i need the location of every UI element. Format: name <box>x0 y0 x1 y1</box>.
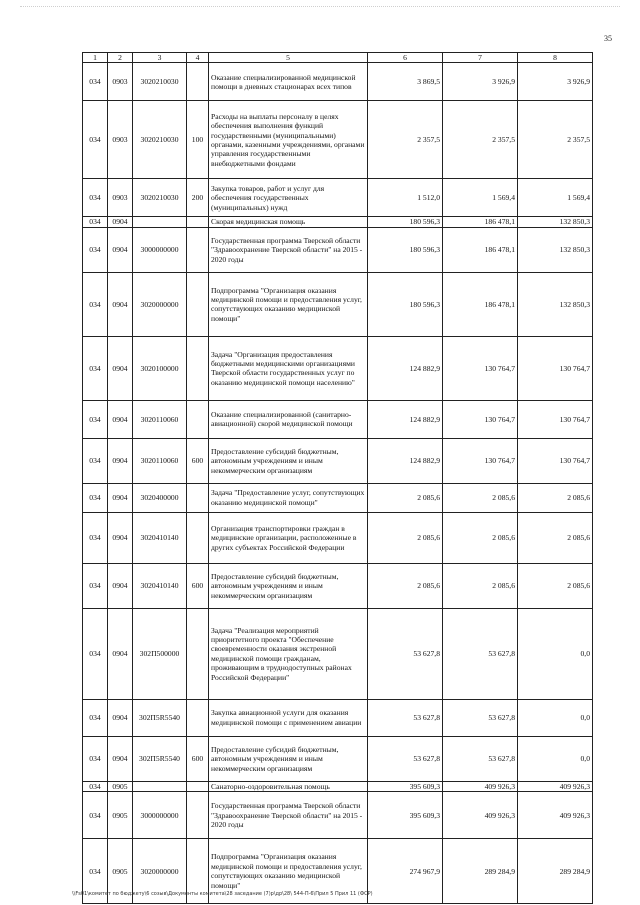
cell-chapter: 034 <box>83 272 108 336</box>
cell-amount-3: 0,0 <box>518 608 593 699</box>
cell-name: Предоставление субсидий бюджетным, автономным учреждениям и иным некоммерческим организациям <box>209 563 368 608</box>
budget-table <box>82 52 593 904</box>
cell-amount-1: 180 596,3 <box>368 217 443 227</box>
table-row <box>83 400 593 438</box>
cell-amount-1: 53 627,8 <box>368 699 443 736</box>
cell-target-article: 3020000000 <box>133 272 187 336</box>
cell-amount-1: 2 085,6 <box>368 512 443 563</box>
cell-name: Государственная программа Тверской области "Здравоохранение Тверской области" на 2015 - 2020 годы <box>209 227 368 272</box>
cell-amount-1: 180 596,3 <box>368 227 443 272</box>
cell-target-article: 302П5R5540 <box>133 736 187 781</box>
cell-expense-type <box>187 608 209 699</box>
cell-expense-type <box>187 272 209 336</box>
cell-name: Предоставление субсидий бюджетным, автономным учреждениям и иным некоммерческим организациям <box>209 736 368 781</box>
col-header-1: 1 <box>83 53 108 63</box>
cell-amount-2: 2 085,6 <box>443 483 518 512</box>
cell-chapter: 034 <box>83 781 108 791</box>
cell-amount-1: 124 882,9 <box>368 438 443 483</box>
table-row <box>83 336 593 400</box>
cell-expense-type <box>187 781 209 791</box>
cell-amount-2: 130 764,7 <box>443 336 518 400</box>
cell-section: 0904 <box>108 272 133 336</box>
table-row <box>83 227 593 272</box>
cell-expense-type <box>187 336 209 400</box>
table-row <box>83 438 593 483</box>
cell-amount-1: 53 627,8 <box>368 608 443 699</box>
cell-chapter: 034 <box>83 217 108 227</box>
cell-amount-3: 130 764,7 <box>518 336 593 400</box>
cell-target-article: 3000000000 <box>133 227 187 272</box>
cell-amount-2: 186 478,1 <box>443 217 518 227</box>
table-row <box>83 63 593 101</box>
cell-amount-3: 130 764,7 <box>518 400 593 438</box>
footer-file-path: \\Fs01\комитет по бюджету\6 созыв\Документы комитета\28 заседание (7)р\др\28\ 544-П-6\Прил 5 Прил 11 (ФСР) <box>72 891 373 897</box>
table-row <box>83 792 593 839</box>
cell-name: Закупка товаров, работ и услуг для обеспечения государственных (муниципальных) нужд <box>209 179 368 217</box>
cell-amount-1: 124 882,9 <box>368 400 443 438</box>
cell-section: 0905 <box>108 781 133 791</box>
cell-name: Скорая медицинская помощь <box>209 217 368 227</box>
cell-target-article: 3020410140 <box>133 512 187 563</box>
cell-name: Задача "Реализация мероприятий приоритетного проекта "Обеспечение своевременности оказания экстренной медицинской помощи гражданам, проживающим в труднодоступных районах Российской Федерации" <box>209 608 368 699</box>
cell-section: 0904 <box>108 699 133 736</box>
cell-expense-type <box>187 699 209 736</box>
table-row <box>83 217 593 227</box>
cell-target-article: 302П500000 <box>133 608 187 699</box>
cell-section: 0904 <box>108 736 133 781</box>
cell-amount-3: 289 284,9 <box>518 839 593 904</box>
cell-expense-type <box>187 63 209 101</box>
cell-chapter: 034 <box>83 438 108 483</box>
cell-expense-type <box>187 217 209 227</box>
cell-section: 0904 <box>108 227 133 272</box>
cell-section: 0904 <box>108 608 133 699</box>
cell-chapter: 034 <box>83 563 108 608</box>
cell-amount-2: 289 284,9 <box>443 839 518 904</box>
cell-name: Подпрограмма "Организация оказания медицинской помощи и предоставления услуг, сопутствующих оказанию медицинской помощи" <box>209 839 368 904</box>
cell-section: 0905 <box>108 792 133 839</box>
cell-section: 0904 <box>108 438 133 483</box>
cell-amount-2: 186 478,1 <box>443 272 518 336</box>
cell-amount-3: 0,0 <box>518 699 593 736</box>
cell-target-article: 3020110060 <box>133 438 187 483</box>
cell-section: 0903 <box>108 179 133 217</box>
cell-target-article: 3020400000 <box>133 483 187 512</box>
cell-expense-type <box>187 792 209 839</box>
cell-amount-1: 124 882,9 <box>368 336 443 400</box>
col-header-7: 7 <box>443 53 518 63</box>
cell-chapter: 034 <box>83 736 108 781</box>
cell-target-article <box>133 217 187 227</box>
cell-expense-type <box>187 483 209 512</box>
cell-chapter: 034 <box>83 179 108 217</box>
cell-chapter: 034 <box>83 63 108 101</box>
cell-name: Задача "Организация предоставления бюджетными медицинскими организациями Тверской области государственных услуг по оказанию медицинской помощи населению" <box>209 336 368 400</box>
cell-amount-1: 395 609,3 <box>368 781 443 791</box>
cell-chapter: 034 <box>83 792 108 839</box>
cell-amount-2: 130 764,7 <box>443 438 518 483</box>
cell-expense-type <box>187 400 209 438</box>
col-header-3: 3 <box>133 53 187 63</box>
cell-amount-1: 395 609,3 <box>368 792 443 839</box>
cell-target-article: 3020100000 <box>133 336 187 400</box>
cell-section: 0904 <box>108 217 133 227</box>
cell-amount-1: 2 357,5 <box>368 101 443 179</box>
cell-amount-3: 132 850,3 <box>518 217 593 227</box>
cell-name: Закупка авиационной услуги для оказания медицинской помощи с применением авиации <box>209 699 368 736</box>
table-row <box>83 483 593 512</box>
cell-amount-3: 1 569,4 <box>518 179 593 217</box>
table-row <box>83 699 593 736</box>
cell-chapter: 034 <box>83 101 108 179</box>
cell-amount-2: 1 569,4 <box>443 179 518 217</box>
cell-name: Расходы на выплаты персоналу в целях обеспечения выполнения функций государственными (муниципальными) органами, казенными учреждениями, органами управления государственными внебюджетными фондами <box>209 101 368 179</box>
table-row <box>83 101 593 179</box>
cell-amount-2: 3 926,9 <box>443 63 518 101</box>
cell-target-article: 3020110060 <box>133 400 187 438</box>
cell-expense-type: 600 <box>187 563 209 608</box>
cell-amount-1: 180 596,3 <box>368 272 443 336</box>
table-row <box>83 512 593 563</box>
cell-target-article <box>133 781 187 791</box>
cell-section: 0903 <box>108 63 133 101</box>
cell-amount-3: 2 085,6 <box>518 512 593 563</box>
cell-chapter: 034 <box>83 839 108 904</box>
cell-section: 0904 <box>108 336 133 400</box>
cell-amount-3: 409 926,3 <box>518 792 593 839</box>
cell-target-article: 3000000000 <box>133 792 187 839</box>
table-row <box>83 608 593 699</box>
cell-amount-3: 3 926,9 <box>518 63 593 101</box>
cell-amount-3: 2 357,5 <box>518 101 593 179</box>
cell-chapter: 034 <box>83 227 108 272</box>
cell-chapter: 034 <box>83 400 108 438</box>
cell-amount-1: 2 085,6 <box>368 563 443 608</box>
col-header-5: 5 <box>209 53 368 63</box>
cell-amount-3: 132 850,3 <box>518 272 593 336</box>
cell-amount-2: 409 926,3 <box>443 792 518 839</box>
cell-section: 0904 <box>108 483 133 512</box>
col-header-4: 4 <box>187 53 209 63</box>
cell-section: 0903 <box>108 101 133 179</box>
cell-amount-3: 2 085,6 <box>518 563 593 608</box>
cell-target-article: 3020210030 <box>133 101 187 179</box>
col-header-8: 8 <box>518 53 593 63</box>
cell-amount-2: 130 764,7 <box>443 400 518 438</box>
cell-name: Государственная программа Тверской области "Здравоохранение Тверской области" на 2015 - 2020 годы <box>209 792 368 839</box>
cell-expense-type: 200 <box>187 179 209 217</box>
cell-section: 0904 <box>108 563 133 608</box>
cell-name: Предоставление субсидий бюджетным, автономным учреждениям и иным некоммерческим организациям <box>209 438 368 483</box>
table-header-row <box>83 53 593 63</box>
cell-name: Организация транспортировки граждан в медицинские организации, расположенные в других субъектах Российской Федерации <box>209 512 368 563</box>
cell-chapter: 034 <box>83 483 108 512</box>
cell-name: Оказание специализированной (санитарно-авиационной) скорой медицинской помощи <box>209 400 368 438</box>
cell-amount-1: 1 512,0 <box>368 179 443 217</box>
col-header-2: 2 <box>108 53 133 63</box>
cell-amount-2: 53 627,8 <box>443 699 518 736</box>
col-header-6: 6 <box>368 53 443 63</box>
cell-amount-2: 409 926,3 <box>443 781 518 791</box>
cell-section: 0905 <box>108 839 133 904</box>
cell-name: Подпрограмма "Организация оказания медицинской помощи и предоставления услуг, сопутствующих оказанию медицинской помощи" <box>209 272 368 336</box>
cell-section: 0904 <box>108 512 133 563</box>
cell-amount-2: 2 357,5 <box>443 101 518 179</box>
table-row <box>83 563 593 608</box>
table-row <box>83 736 593 781</box>
cell-target-article: 302П5R5540 <box>133 699 187 736</box>
cell-amount-3: 409 926,3 <box>518 781 593 791</box>
cell-name: Задача "Предоставление услуг, сопутствующих оказанию медицинской помощи" <box>209 483 368 512</box>
cell-amount-1: 274 967,9 <box>368 839 443 904</box>
cell-amount-2: 53 627,8 <box>443 608 518 699</box>
scan-top-edge <box>20 6 620 7</box>
cell-amount-1: 3 869,5 <box>368 63 443 101</box>
cell-amount-2: 2 085,6 <box>443 563 518 608</box>
cell-amount-3: 2 085,6 <box>518 483 593 512</box>
cell-chapter: 034 <box>83 336 108 400</box>
cell-target-article: 3020210030 <box>133 63 187 101</box>
cell-chapter: 034 <box>83 512 108 563</box>
cell-amount-1: 53 627,8 <box>368 736 443 781</box>
cell-name: Санаторно-оздоровительная помощь <box>209 781 368 791</box>
cell-expense-type: 600 <box>187 736 209 781</box>
cell-target-article: 3020410140 <box>133 563 187 608</box>
page-number: 35 <box>604 34 612 43</box>
table-row <box>83 781 593 791</box>
cell-name: Оказание специализированной медицинской помощи в дневных стационарах всех типов <box>209 63 368 101</box>
cell-section: 0904 <box>108 400 133 438</box>
cell-target-article: 3020000000 <box>133 839 187 904</box>
cell-amount-2: 2 085,6 <box>443 512 518 563</box>
cell-expense-type <box>187 512 209 563</box>
cell-expense-type: 100 <box>187 101 209 179</box>
cell-target-article: 3020210030 <box>133 179 187 217</box>
cell-chapter: 034 <box>83 699 108 736</box>
cell-amount-3: 130 764,7 <box>518 438 593 483</box>
table-row <box>83 272 593 336</box>
cell-amount-2: 53 627,8 <box>443 736 518 781</box>
cell-amount-2: 186 478,1 <box>443 227 518 272</box>
cell-expense-type: 600 <box>187 438 209 483</box>
cell-amount-3: 0,0 <box>518 736 593 781</box>
cell-expense-type <box>187 227 209 272</box>
cell-amount-3: 132 850,3 <box>518 227 593 272</box>
cell-amount-1: 2 085,6 <box>368 483 443 512</box>
table-row <box>83 179 593 217</box>
cell-chapter: 034 <box>83 608 108 699</box>
